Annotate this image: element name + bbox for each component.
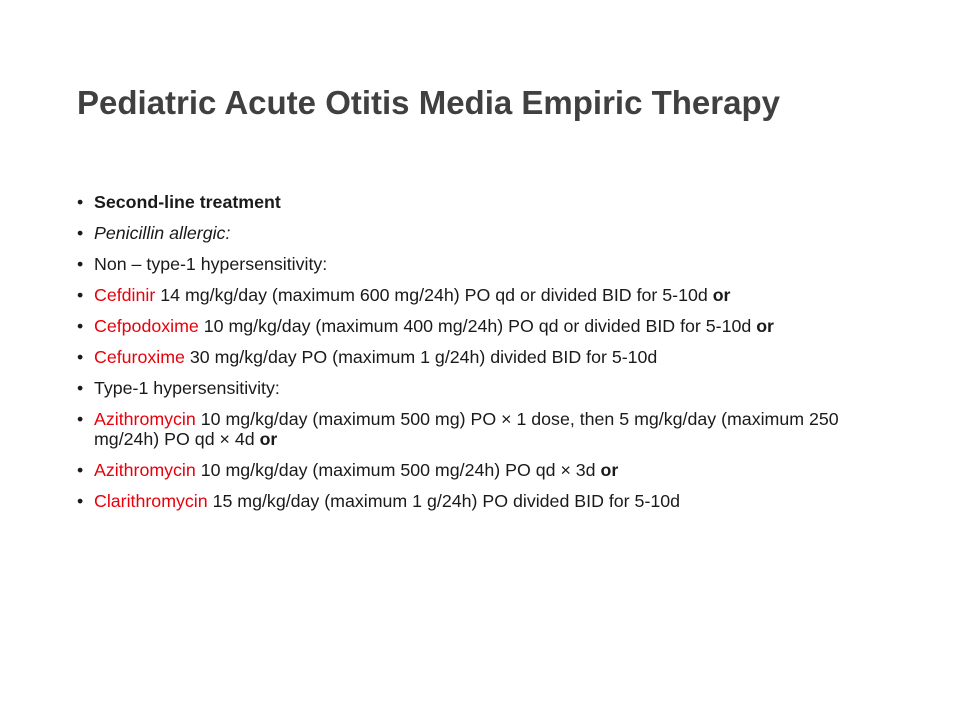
bullet-item [77, 316, 877, 336]
bullet-item [77, 378, 877, 398]
bullet-text: Second-line treatment [94, 192, 281, 212]
bullet-text: 10 mg/kg/day (maximum 500 mg) PO × 1 dose, then 5 mg/kg/day (maximum 250 mg/24h) PO qd × 4d [94, 409, 839, 449]
drug-name: Cefdinir [94, 285, 156, 305]
bullet-item [77, 460, 877, 480]
bullet-item [77, 285, 877, 305]
slide-title: Pediatric Acute Otitis Media Empiric Therapy [77, 84, 780, 121]
drug-name: Cefuroxime [94, 347, 185, 367]
bullet-item [77, 347, 877, 367]
bullet-text: Type-1 hypersensitivity: [94, 378, 280, 398]
conjunction: or [712, 285, 731, 305]
bullet-text: 14 mg/kg/day (maximum 600 mg/24h) PO qd or divided BID for 5-10d [155, 285, 713, 305]
conjunction: or [259, 429, 278, 449]
bullet-item [77, 192, 877, 212]
bullet-text: Penicillin allergic: [94, 223, 231, 243]
drug-name: Azithromycin [94, 409, 196, 429]
bullet-text: 10 mg/kg/day (maximum 400 mg/24h) PO qd or divided BID for 5-10d [198, 316, 757, 336]
bullet-list [77, 192, 877, 522]
bullet-text: Non – type-1 hypersensitivity: [94, 254, 328, 274]
bullet-item [77, 409, 877, 449]
bullet-text: 15 mg/kg/day (maximum 1 g/24h) PO divided BID for 5-10d [207, 491, 681, 511]
bullet-item [77, 254, 877, 274]
bullet-text: 10 mg/kg/day (maximum 500 mg/24h) PO qd × 3d [195, 460, 601, 480]
conjunction: or [756, 316, 774, 336]
drug-name: Clarithromycin [94, 491, 208, 511]
bullet-text: 30 mg/kg/day PO (maximum 1 g/24h) divided BID for 5-10d [184, 347, 658, 367]
drug-name: Cefpodoxime [94, 316, 199, 336]
conjunction: or [600, 460, 619, 480]
bullet-item [77, 223, 877, 243]
drug-name: Azithromycin [94, 460, 196, 480]
bullet-item [77, 491, 877, 511]
